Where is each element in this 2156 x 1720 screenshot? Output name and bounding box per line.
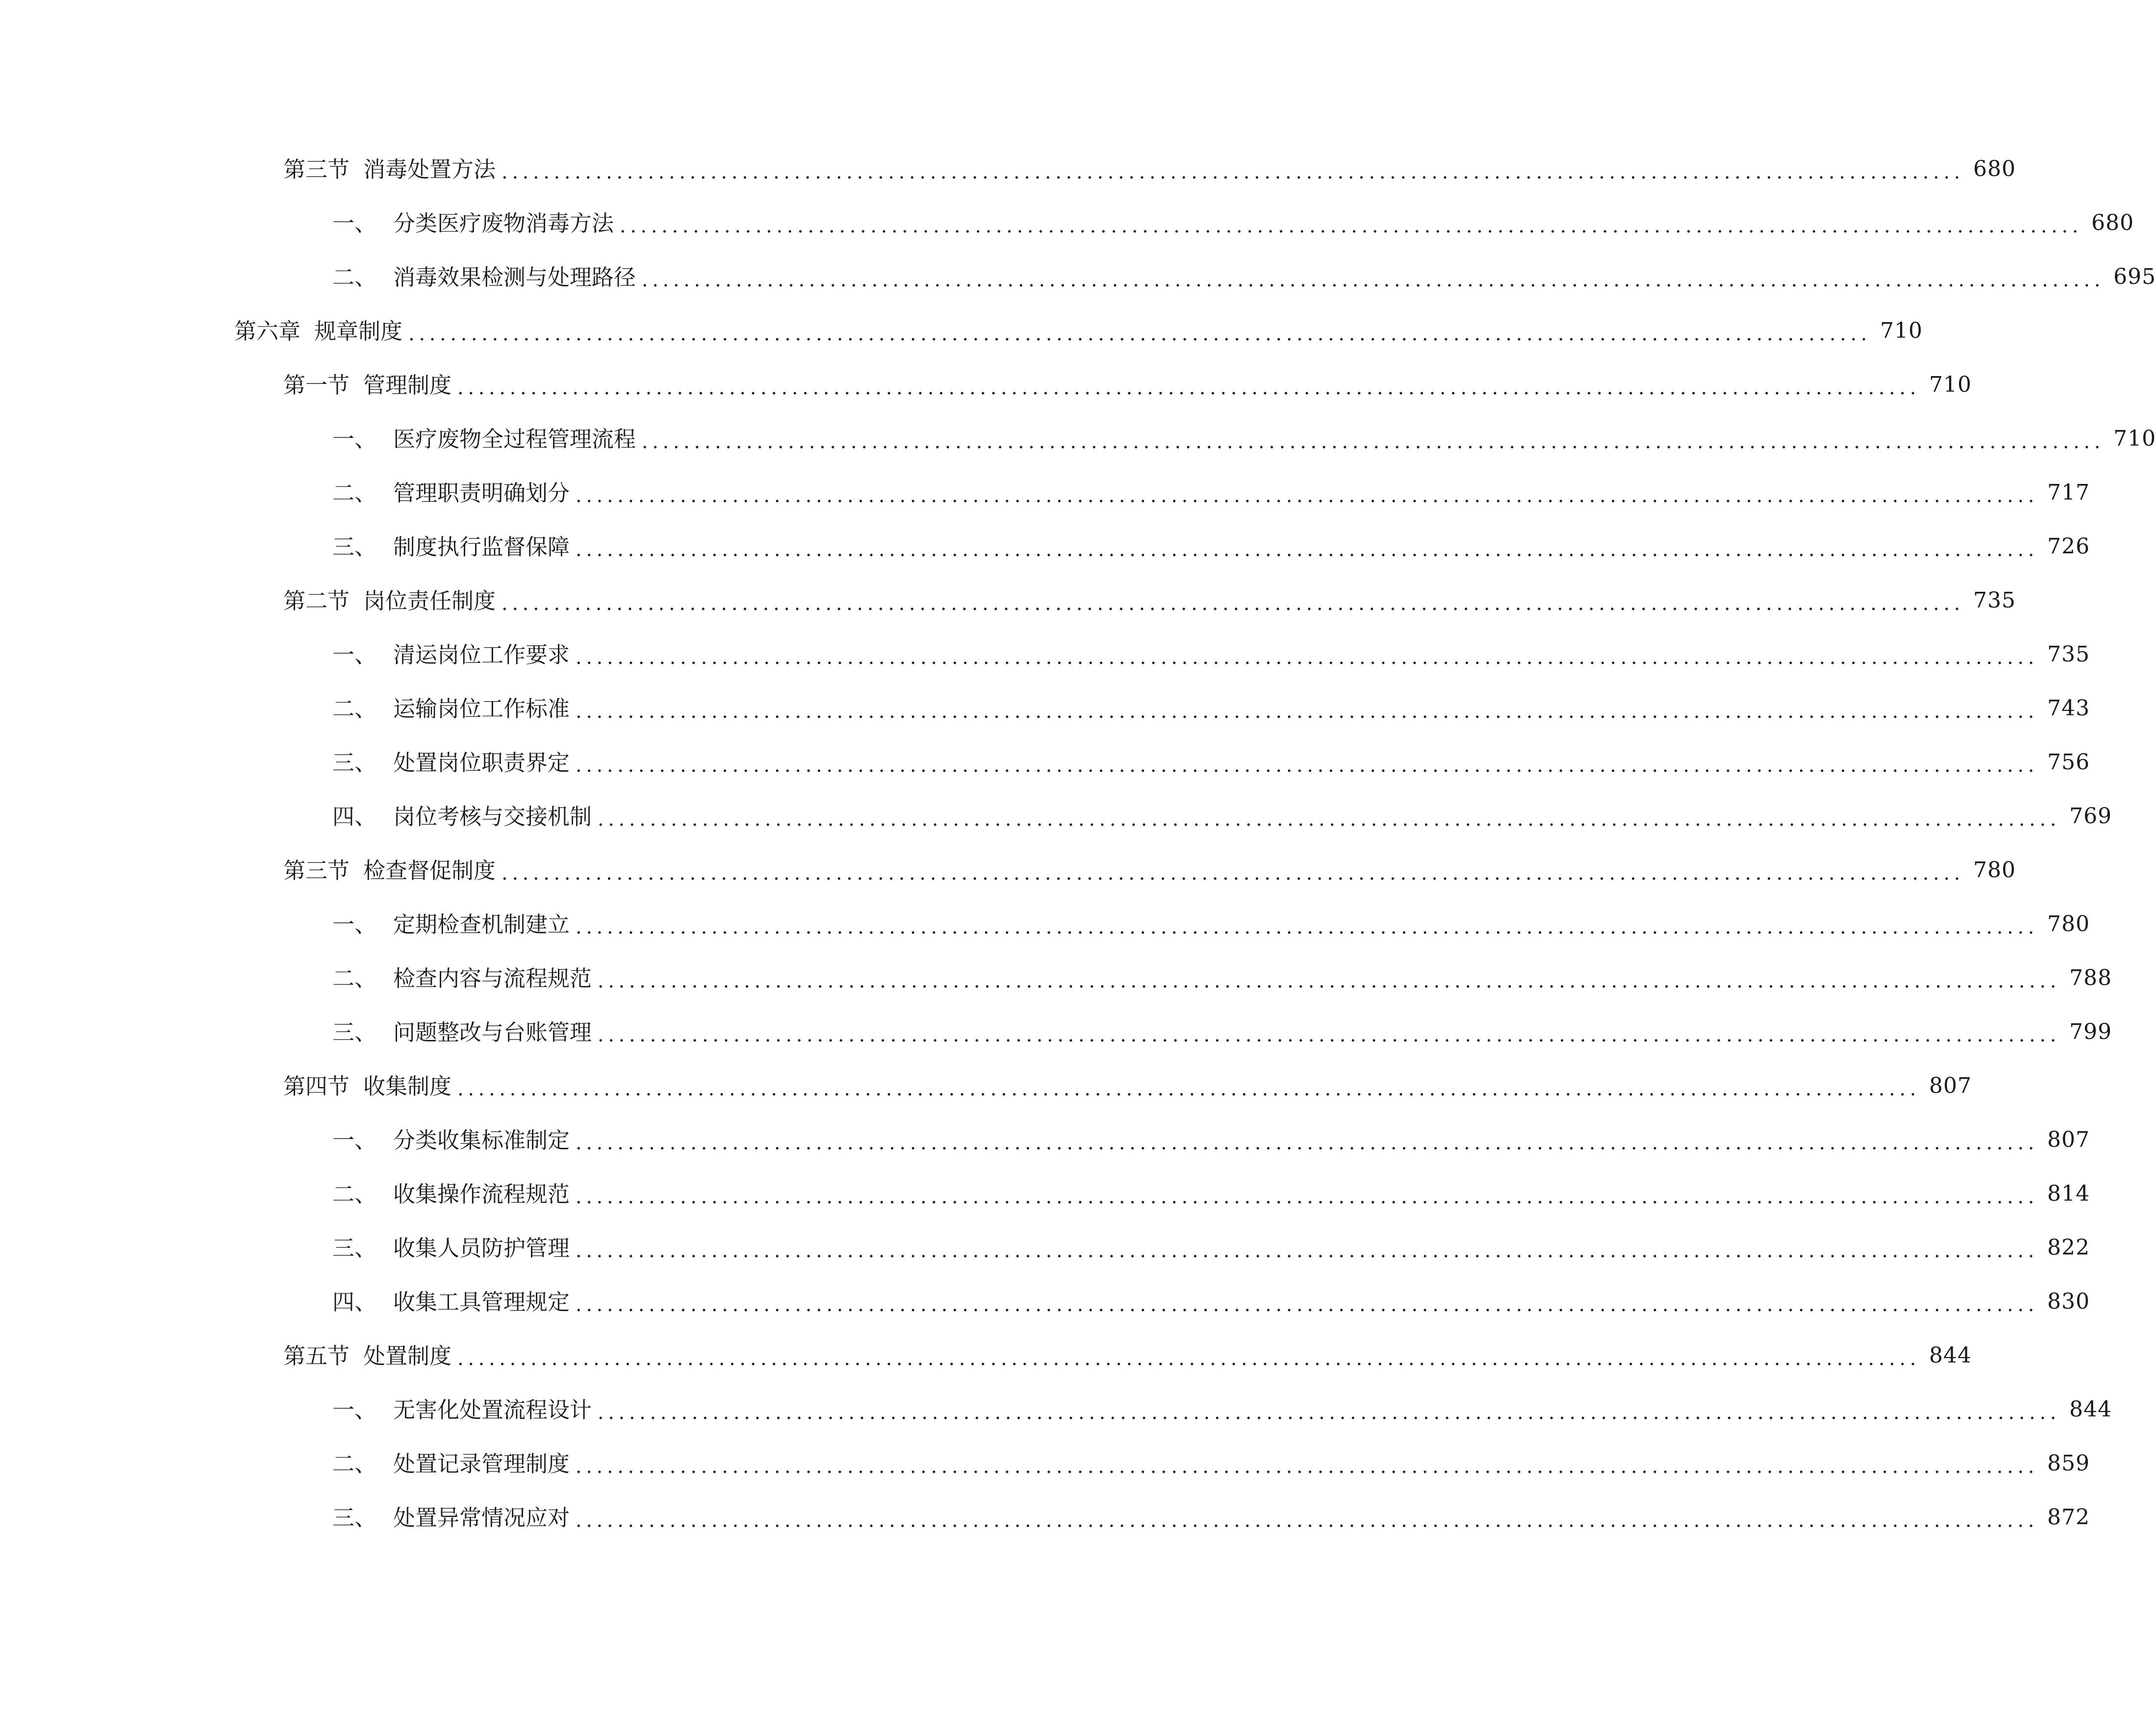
toc-page-number: 710 bbox=[1929, 372, 1972, 397]
toc-entry-title: 岗位责任制度 bbox=[363, 587, 496, 614]
toc-leader-dots: ............................................................................................................................................ bbox=[576, 916, 2039, 938]
toc-entry-marker: 二、 bbox=[332, 695, 377, 722]
toc-leader-dots: ............................................................................................................................................ bbox=[576, 754, 2039, 777]
toc-entry[interactable] bbox=[0, 1275, 2090, 1329]
toc-page-number: 695 bbox=[2113, 264, 2156, 289]
toc-leader-dots: ............................................................................................................................................ bbox=[457, 1078, 1921, 1100]
toc-leader-dots: ............................................................................................................................................ bbox=[598, 970, 2061, 992]
toc-entry[interactable] bbox=[0, 951, 2112, 1005]
toc-entry-title: 收集操作流程规范 bbox=[393, 1181, 570, 1207]
toc-entry-title: 处置记录管理制度 bbox=[393, 1450, 570, 1477]
toc-entry-title: 岗位考核与交接机制 bbox=[393, 803, 592, 830]
toc-entry[interactable] bbox=[0, 1113, 2090, 1167]
toc-entry-title: 消毒效果检测与处理路径 bbox=[393, 264, 636, 290]
toc-page-number: 780 bbox=[2047, 911, 2090, 936]
toc-entry[interactable] bbox=[0, 1383, 2112, 1437]
toc-page-number: 830 bbox=[2047, 1289, 2090, 1314]
toc-entry-title: 收集人员防护管理 bbox=[393, 1235, 570, 1261]
toc-entry-marker: 三、 bbox=[332, 749, 377, 776]
toc-entry-title: 制度执行监督保障 bbox=[393, 533, 570, 560]
toc-page-number: 735 bbox=[1973, 588, 2016, 613]
toc-entry-title: 管理职责明确划分 bbox=[393, 480, 570, 506]
toc-entry-title: 收集制度 bbox=[363, 1073, 452, 1099]
toc-entry[interactable] bbox=[0, 789, 2112, 843]
toc-entry[interactable] bbox=[0, 897, 2090, 951]
toc-leader-dots: ............................................................................................................................................ bbox=[501, 592, 1965, 615]
toc-entry[interactable] bbox=[0, 843, 2016, 897]
toc-entry-marker: 第四节 bbox=[283, 1073, 350, 1099]
toc-entry-marker: 一、 bbox=[332, 1127, 377, 1153]
toc-page-number: 788 bbox=[2069, 965, 2112, 990]
toc-leader-dots: ............................................................................................................................................ bbox=[576, 538, 2039, 561]
toc-entry[interactable] bbox=[0, 412, 2156, 466]
toc-entry-title: 定期检查机制建立 bbox=[393, 911, 570, 937]
toc-page-number: 807 bbox=[2047, 1127, 2090, 1152]
toc-entry-marker: 四、 bbox=[332, 803, 377, 830]
toc-page-number: 710 bbox=[1880, 318, 1923, 343]
toc-entry-title: 无害化处置流程设计 bbox=[393, 1396, 592, 1423]
toc-page-number: 807 bbox=[1929, 1073, 1972, 1098]
toc-entry-marker: 一、 bbox=[332, 210, 377, 236]
toc-entry-marker: 二、 bbox=[332, 1181, 377, 1207]
toc-entry-marker: 二、 bbox=[332, 264, 377, 290]
toc-leader-dots: ............................................................................................................................................ bbox=[576, 1239, 2039, 1262]
toc-entry-marker: 三、 bbox=[332, 1019, 377, 1045]
toc-page-number: 844 bbox=[2069, 1397, 2112, 1422]
toc-entry[interactable] bbox=[0, 1005, 2112, 1059]
toc-entry[interactable] bbox=[0, 520, 2090, 574]
toc-page-number: 680 bbox=[2091, 210, 2134, 235]
toc-leader-dots: ............................................................................................................................................ bbox=[576, 1186, 2039, 1208]
toc-entry-marker: 第三节 bbox=[283, 857, 350, 884]
toc-page-number: 717 bbox=[2047, 480, 2090, 505]
toc-entry[interactable] bbox=[0, 1059, 1972, 1113]
toc-entry-marker: 第五节 bbox=[283, 1342, 350, 1369]
toc-entry-marker: 三、 bbox=[332, 1504, 377, 1531]
toc-entry-title: 清运岗位工作要求 bbox=[393, 641, 570, 668]
toc-leader-dots: ............................................................................................................................................ bbox=[457, 377, 1921, 399]
toc-leader-dots: ............................................................................................................................................ bbox=[408, 323, 1872, 345]
toc-entry-title: 检查内容与流程规范 bbox=[393, 965, 592, 991]
toc-page-number: 780 bbox=[1973, 858, 2016, 883]
toc-entry[interactable] bbox=[0, 1167, 2090, 1221]
toc-entry-marker: 二、 bbox=[332, 965, 377, 991]
toc-page-number: 872 bbox=[2047, 1505, 2090, 1530]
toc-page-number: 799 bbox=[2069, 1019, 2112, 1044]
toc-entry[interactable] bbox=[0, 1491, 2090, 1544]
toc-leader-dots: ............................................................................................................................................ bbox=[576, 484, 2039, 507]
toc-entry[interactable] bbox=[0, 682, 2090, 735]
toc-page-number: 814 bbox=[2047, 1181, 2090, 1206]
toc-entry-marker: 三、 bbox=[332, 533, 377, 560]
toc-leader-dots: ............................................................................................................................................ bbox=[576, 1455, 2039, 1478]
toc-entry-marker: 第六章 bbox=[234, 318, 301, 344]
toc-leader-dots: ............................................................................................................................................ bbox=[457, 1347, 1921, 1370]
toc-entry[interactable] bbox=[0, 196, 2134, 250]
toc-entry-title: 医疗废物全过程管理流程 bbox=[393, 426, 636, 452]
toc-entry-title: 分类收集标准制定 bbox=[393, 1127, 570, 1153]
toc-entry-title: 分类医疗废物消毒方法 bbox=[393, 210, 614, 236]
toc-page-number: 726 bbox=[2047, 534, 2090, 559]
toc-leader-dots: ............................................................................................................................................ bbox=[642, 269, 2105, 291]
toc-entry-title: 消毒处置方法 bbox=[363, 156, 496, 182]
toc-entry-title: 规章制度 bbox=[314, 318, 403, 344]
toc-entry[interactable] bbox=[0, 628, 2090, 682]
toc-entry[interactable] bbox=[0, 1329, 1972, 1383]
toc-leader-dots: ............................................................................................................................................ bbox=[501, 862, 1965, 885]
toc-leader-dots: ............................................................................................................................................ bbox=[642, 430, 2105, 453]
toc-entry-marker: 第二节 bbox=[283, 587, 350, 614]
toc-page-number: 769 bbox=[2069, 804, 2112, 829]
toc-entry-marker: 一、 bbox=[332, 911, 377, 937]
toc-entry-marker: 一、 bbox=[332, 1396, 377, 1423]
toc-page-number: 743 bbox=[2047, 696, 2090, 721]
toc-leader-dots: ............................................................................................................................................ bbox=[598, 1024, 2061, 1046]
toc-entry[interactable] bbox=[0, 1437, 2090, 1491]
toc-entry-title: 收集工具管理规定 bbox=[393, 1289, 570, 1315]
toc-entry-marker: 第三节 bbox=[283, 156, 350, 182]
toc-page-number: 859 bbox=[2047, 1451, 2090, 1476]
toc-leader-dots: ............................................................................................................................................ bbox=[576, 1132, 2039, 1154]
toc-leader-dots: ............................................................................................................................................ bbox=[576, 646, 2039, 669]
toc-entry-marker: 二、 bbox=[332, 480, 377, 506]
toc-entry-title: 管理制度 bbox=[363, 372, 452, 398]
toc-leader-dots: ............................................................................................................................................ bbox=[501, 161, 1965, 183]
toc-leader-dots: ............................................................................................................................................ bbox=[598, 808, 2061, 831]
toc-leader-dots: ............................................................................................................................................ bbox=[576, 1293, 2039, 1316]
toc-entry-marker: 一、 bbox=[332, 426, 377, 452]
toc-entry[interactable] bbox=[0, 1221, 2090, 1275]
toc-page-number: 844 bbox=[1929, 1343, 1972, 1368]
toc-page-number: 710 bbox=[2113, 426, 2156, 451]
toc-entry[interactable] bbox=[0, 304, 1923, 358]
toc-entry[interactable] bbox=[0, 358, 1972, 412]
toc-page-number: 822 bbox=[2047, 1235, 2090, 1260]
toc-entry[interactable] bbox=[0, 466, 2090, 520]
toc-entry[interactable] bbox=[0, 735, 2090, 789]
toc-entry-title: 处置异常情况应对 bbox=[393, 1504, 570, 1531]
toc-entry-marker: 一、 bbox=[332, 641, 377, 668]
toc-entry[interactable] bbox=[0, 142, 2016, 196]
toc-entry-title: 运输岗位工作标准 bbox=[393, 695, 570, 722]
toc-page-number: 756 bbox=[2047, 750, 2090, 775]
toc-entry-title: 检查督促制度 bbox=[363, 857, 496, 884]
toc-entry[interactable] bbox=[0, 250, 2156, 304]
toc-leader-dots: ............................................................................................................................................ bbox=[598, 1401, 2061, 1424]
toc-entry[interactable] bbox=[0, 574, 2016, 628]
toc-entry-title: 处置岗位职责界定 bbox=[393, 749, 570, 776]
toc-leader-dots: ............................................................................................................................................ bbox=[576, 700, 2039, 723]
toc-entry-marker: 第一节 bbox=[283, 372, 350, 398]
toc-entry-marker: 四、 bbox=[332, 1289, 377, 1315]
table-of-contents bbox=[0, 142, 2156, 1544]
toc-entry-marker: 三、 bbox=[332, 1235, 377, 1261]
toc-page-number: 735 bbox=[2047, 642, 2090, 667]
toc-leader-dots: ............................................................................................................................................ bbox=[576, 1509, 2039, 1532]
toc-entry-marker: 二、 bbox=[332, 1450, 377, 1477]
toc-leader-dots: ............................................................................................................................................ bbox=[620, 215, 2083, 237]
toc-entry-title: 处置制度 bbox=[363, 1342, 452, 1369]
toc-page-number: 680 bbox=[1973, 156, 2016, 181]
toc-entry-title: 问题整改与台账管理 bbox=[393, 1019, 592, 1045]
